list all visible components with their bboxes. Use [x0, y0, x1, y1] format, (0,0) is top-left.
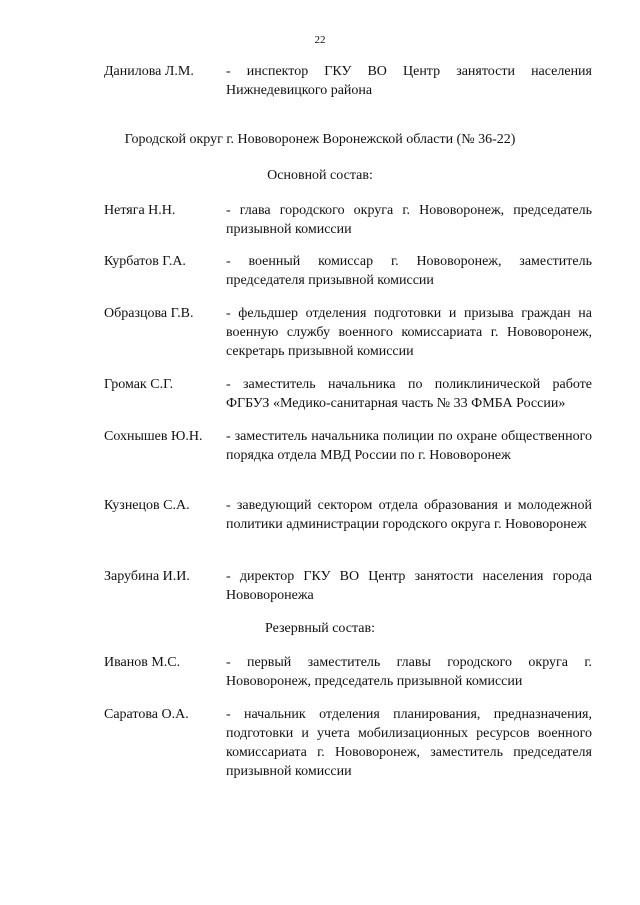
member-entry	[104, 705, 592, 781]
main-composition-heading: Основной состав:	[267, 168, 373, 183]
member-role: - глава городского округа г. Нововоронеж, председатель призывной комиссии	[226, 203, 592, 237]
member-entry	[104, 567, 592, 605]
member-name: Нетяга Н.Н.	[104, 203, 176, 218]
member-name: Иванов М.С.	[104, 655, 181, 670]
member-role: - заместитель начальника полиции по охране общественного порядка отдела МВД России по г. Нововоронеж	[226, 429, 592, 463]
member-role: - начальник отделения планирования, предназначения, подготовки и учета мобилизационных ресурсов военного комиссариата г. Нововоронеж, заместитель председателя призывной комиссии	[226, 707, 592, 779]
member-name: Громак С.Г.	[104, 377, 174, 392]
member-role: - заместитель начальника по поликлинической работе ФГБУЗ «Медико-санитарная часть № 33 ФМБА России»	[226, 377, 592, 411]
member-name: Данилова Л.М.	[104, 64, 194, 79]
member-name: Кузнецов С.А.	[104, 498, 190, 513]
member-name: Образцова Г.В.	[104, 306, 194, 321]
page-number: 22	[314, 34, 326, 46]
member-name: Курбатов Г.А.	[104, 254, 186, 269]
member-role: - инспектор ГКУ ВО Центр занятости населения Нижнедевицкого района	[226, 64, 592, 98]
member-name: Саратова О.А.	[104, 707, 189, 722]
member-role: - первый заместитель главы городского округа г. Нововоронеж, председатель призывной комиссии	[226, 655, 592, 689]
section-title: Городской округ г. Нововоронеж Воронежской области (№ 36-22)	[124, 132, 516, 147]
member-role: - директор ГКУ ВО Центр занятости населения города Нововоронежа	[226, 569, 592, 603]
member-entry	[104, 304, 592, 361]
member-role: - заведующий сектором отдела образования и молодежной политики администрации городского округа г. Нововоронеж	[226, 498, 592, 532]
member-name: Сохнышев Ю.Н.	[104, 429, 203, 444]
member-entry-danilova	[104, 62, 592, 100]
member-entry	[104, 252, 592, 290]
member-entry	[104, 496, 592, 534]
member-name: Зарубина И.И.	[104, 569, 190, 584]
member-entry	[104, 427, 592, 465]
member-entry	[104, 201, 592, 239]
member-role: - военный комиссар г. Нововоронеж, заместитель председателя призывной комиссии	[226, 254, 592, 288]
member-role: - фельдшер отделения подготовки и призыва граждан на военную службу военного комиссариата г. Нововоронеж, секретарь призывной комиссии	[226, 306, 592, 359]
member-entry	[104, 375, 592, 413]
reserve-composition-heading: Резервный состав:	[264, 621, 375, 636]
member-entry	[104, 653, 592, 691]
